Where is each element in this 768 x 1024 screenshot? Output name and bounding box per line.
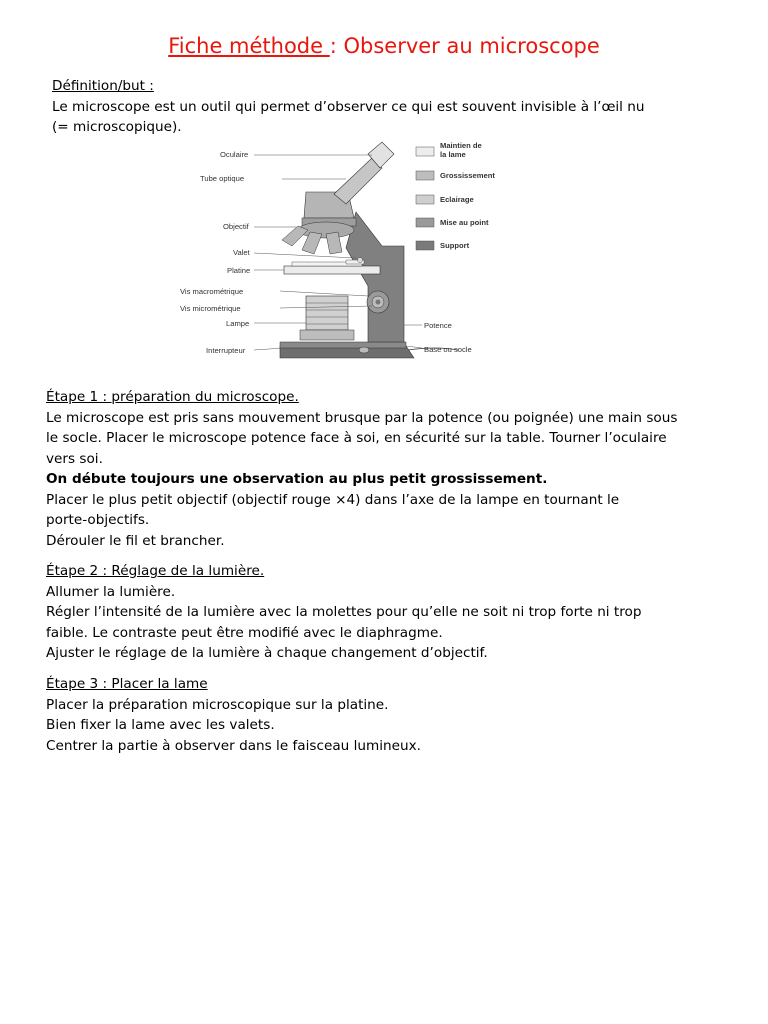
step1-line-6: Dérouler le fil et brancher. [46,532,225,549]
label-oculaire: Oculaire [220,150,249,159]
step1-section [46,387,716,551]
label-micro: Vis micrométrique [180,304,241,313]
step3-heading: Étape 3 : Placer la lame [46,676,208,692]
label-base: Base ou socle [424,345,472,354]
label-lampe: Lampe [226,319,250,328]
legend-0-line1: Maintien de [440,141,482,150]
label-macro: Vis macrométrique [180,287,244,296]
definition-heading: Définition/but : [52,78,154,94]
microscope-arm [346,212,404,342]
label-platine: Platine [227,266,251,275]
label-interrupteur: Interrupteur [206,346,246,355]
legend-swatch-3 [416,218,434,227]
page-title [0,34,768,58]
step3-line-2: Bien fixer la lame avec les valets. [46,717,275,733]
lamp [306,296,348,330]
definition-line-1: Le microscope est un outil qui permet d’observer ce qui est souvent invisible à l’œil nu [52,98,645,115]
switch [359,347,369,353]
legend-swatch-2 [416,195,434,204]
legend-swatch-1 [416,171,434,180]
step2-heading: Étape 2 : Réglage de la lumière. [46,563,265,579]
step3-section [46,674,716,756]
objective-1 [282,226,308,246]
label-objectif: Objectif [223,222,249,231]
label-tube: Tube optique [200,174,245,183]
title-part1: Fiche méthode [168,34,330,58]
legend-2-line1: Eclairage [440,195,474,204]
step2-line-4: Ajuster le réglage de la lumière à chaque changement d’objectif. [46,645,488,661]
label-valet: Valet [233,248,250,257]
step1-line-5: porte-objectifs. [46,512,150,528]
legend-4-line1: Support [440,241,470,250]
step2-line-2: Régler l’intensité de la lumière avec la molettes pour qu’elle ne soit ni trop forte ni trop [46,604,642,620]
definition-line-2: (= microscopique). [52,119,182,135]
step1-heading: Étape 1 : préparation du microscope. [46,389,299,405]
step1-line-2: le socle. Placer le microscope potence face à soi, en sécurité sur la table. Tourner l’oculaire [46,430,667,446]
step1-line-4: Placer le plus petit objectif (objectif rouge ×4) dans l’axe de la lampe en tournant le [46,491,620,508]
stage [284,266,380,274]
microscope-diagram [180,136,516,370]
step1-line-1: Le microscope est pris sans mouvement brusque par la potence (ou poignée) une main sous [46,409,678,426]
legend-swatch-0 [416,147,434,156]
title-part2: : Observer au microscope [329,34,600,58]
step2-section [46,561,716,664]
step2-line-3: faible. Le contraste peut être modifié avec le diaphragme. [46,624,443,641]
step2-line-1: Allumer la lumière. [46,583,176,600]
diagram-legend [416,141,495,250]
label-potence: Potence [424,321,452,330]
step1-line-3: vers soi. [46,450,103,467]
step3-line-3: Centrer la partie à observer dans le faisceau lumineux. [46,737,421,754]
legend-0-line2: la lame [440,150,466,159]
legend-1-line1: Grossissement [440,171,495,180]
definition-section [52,76,722,138]
step1-bold-line: On débute toujours une observation au plus petit grossissement. [46,471,548,487]
optical-tube [334,158,382,204]
step3-line-1: Placer la préparation microscopique sur la platine. [46,696,389,713]
legend-3-line1: Mise au point [440,218,489,227]
legend-swatch-4 [416,241,434,250]
